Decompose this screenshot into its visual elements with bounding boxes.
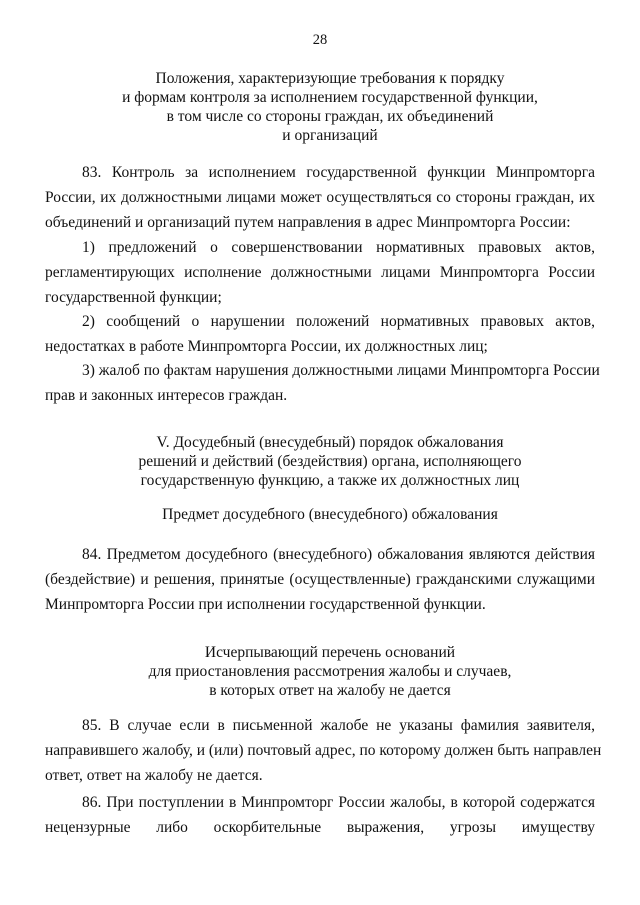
heading-line: Положения, характеризующие требования к порядку [155, 70, 505, 87]
paragraph-85-line: 85. В случае если в письменной жалобе не указаны фамилия заявителя, [82, 717, 595, 734]
heading-line: для приостановления рассмотрения жалобы и случаев, [148, 663, 512, 680]
heading-line: Исчерпывающий перечень оснований [204, 644, 456, 661]
list-item-3-line: 3) жалоб по фактам нарушения должностными лицами Минпромторга России [82, 362, 600, 379]
heading-appeal-subject [60, 505, 600, 524]
heading-line: решений и действий (бездействия) органа, исполняющего [138, 453, 522, 470]
heading-line: V. Досудебный (внесудебный) порядок обжалования [156, 434, 504, 451]
paragraph-83-line: России, их должностными лицами может осуществляться со стороны граждан, их [45, 189, 595, 206]
list-item-1-line: государственной функции; [45, 289, 222, 306]
paragraph-86-line: нецензурные либо оскорбительные выражения, угрозы имуществу [45, 819, 595, 836]
list-item-1-line: 1) предложений о совершенствовании нормативных правовых актов, [82, 239, 595, 256]
list-item-3-line: прав и законных интересов граждан. [45, 387, 288, 404]
heading-line: Предмет досудебного (внесудебного) обжалования [162, 506, 498, 523]
paragraph-83-line: объединений и организаций путем направления в адрес Минпромторга России: [45, 214, 571, 231]
heading-control-requirements [60, 69, 600, 145]
list-item-2-line: 2) сообщений о нарушении положений нормативных правовых актов, [82, 313, 595, 330]
paragraph-84-line: (бездействие) и решения, принятые (осуществленные) гражданскими служащими [45, 571, 595, 588]
paragraph-83-line: 83. Контроль за исполнением государственной функции Минпромторга [82, 164, 595, 181]
paragraph-84-line: Минпромторга России при исполнении государственной функции. [45, 596, 486, 613]
heading-line: и формам контроля за исполнением государственной функции, [122, 89, 538, 106]
list-item-1-line: регламентирующих исполнение должностными лицами Минпромторга России [45, 264, 595, 281]
heading-line: и организаций [282, 127, 378, 144]
paragraph-85-line: ответ, ответ на жалобу не дается. [45, 767, 263, 784]
heading-line: в том числе со стороны граждан, их объединений [166, 108, 494, 125]
heading-section-v [60, 433, 600, 490]
paragraph-85-line: направившего жалобу, и (или) почтовый адрес, по которому должен быть направлен [45, 742, 602, 759]
list-item-2-line: недостатках в работе Минпромторга России, их должностных лиц; [45, 338, 488, 355]
page-number: 28 [312, 32, 328, 48]
heading-suspension-grounds [60, 643, 600, 700]
heading-line: государственную функцию, а также их должностных лиц [140, 472, 520, 489]
paragraph-86-line: 86. При поступлении в Минпромторг России жалобы, в которой содержатся [82, 794, 595, 811]
heading-line: в которых ответ на жалобу не дается [209, 682, 451, 699]
paragraph-84-line: 84. Предметом досудебного (внесудебного) обжалования являются действия [82, 546, 595, 563]
